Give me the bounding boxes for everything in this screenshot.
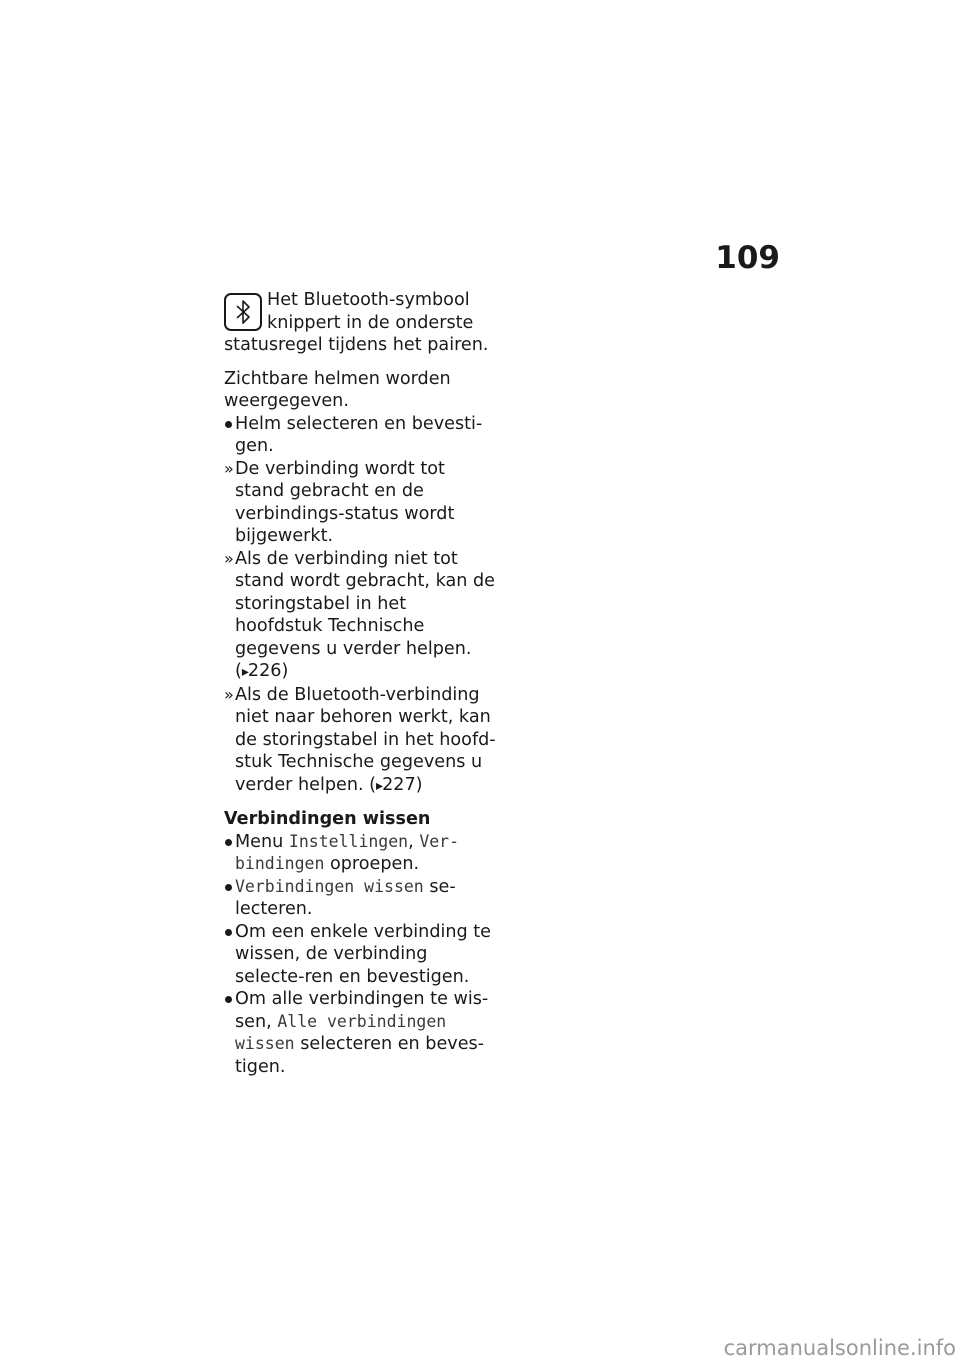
step-text: Om een enkele verbinding te wissen, de verbinding selecte-ren en bevestigen. xyxy=(235,921,492,987)
result-marker: » xyxy=(224,684,234,704)
list-item xyxy=(224,458,499,548)
page-number: 109 xyxy=(715,240,780,276)
step-text: Om alle verbindingen te wis-sen, xyxy=(235,989,489,1032)
result-text: Als de Bluetooth-verbinding niet naar behoren werkt, kan de storingstabel in het hoofd-stuk Technische gegevens u verder helpen. xyxy=(235,684,496,795)
step-text: Helm selecteren en bevesti-gen. xyxy=(235,413,483,456)
step-text: selecteren en beves-tigen. xyxy=(235,1034,485,1077)
list-item xyxy=(224,921,499,989)
intro-line-2: knippert in de onderste xyxy=(267,312,474,333)
list-item xyxy=(224,831,499,876)
result-text: De verbinding wordt tot stand gebracht en de verbindings-status wordt bijgewerkt. xyxy=(235,458,455,546)
step-text: se-lecteren. xyxy=(235,876,456,919)
result-marker: » xyxy=(224,458,234,478)
list-item xyxy=(224,988,499,1078)
list-item: » Als de verbinding niet tot stand wordt gebracht, kan de storingstabel in het hoofdstuk Technische gegevens u verder helpen. (▸226) xyxy=(224,548,495,681)
bluetooth-icon xyxy=(224,293,262,331)
bluetooth-note xyxy=(224,289,499,357)
content-column xyxy=(224,289,499,1078)
page-reference[interactable]: 227 xyxy=(382,774,416,795)
list-item: » Als de Bluetooth-verbinding niet naar behoren werkt, kan de storingstabel in het hoofd-stuk Technische gegevens u verder helpen. (▸227) xyxy=(224,684,496,795)
connect-steps xyxy=(224,413,499,798)
result-marker: » xyxy=(224,548,234,568)
step-text: oproepen. xyxy=(330,854,420,874)
result-text: Als de verbinding niet tot stand wordt gebracht, kan de storingstabel in het hoofdstuk Technische gegevens u verder helpen. xyxy=(235,548,495,659)
page-reference-arrow-icon: ▸ xyxy=(241,664,248,680)
separator: , xyxy=(408,831,414,852)
intro-line-1: Het Bluetooth-symbool xyxy=(267,290,470,310)
section-heading: Verbindingen wissen xyxy=(224,809,431,829)
page-reference[interactable]: 226 xyxy=(247,661,282,681)
menu-path-settings: Instellingen xyxy=(288,831,409,851)
menu-path-connections: Ver-bindingen xyxy=(235,831,460,873)
intro-line-3: statusregel tijdens het pairen. xyxy=(224,335,489,355)
menu-option-delete-connections: Verbindingen wissen xyxy=(235,876,424,896)
page-reference-arrow-icon: ▸ xyxy=(376,777,383,794)
list-item xyxy=(224,413,499,458)
list-item xyxy=(224,876,499,921)
visible-helmets-paragraph: Zichtbare helmen worden weergegeven. xyxy=(224,368,451,411)
step-text: Menu xyxy=(235,831,284,852)
delete-steps xyxy=(224,831,499,1079)
watermark: carmanualsonline.info xyxy=(723,1336,956,1360)
menu-option-delete-all: Alle verbindingen wissen xyxy=(235,1011,447,1053)
